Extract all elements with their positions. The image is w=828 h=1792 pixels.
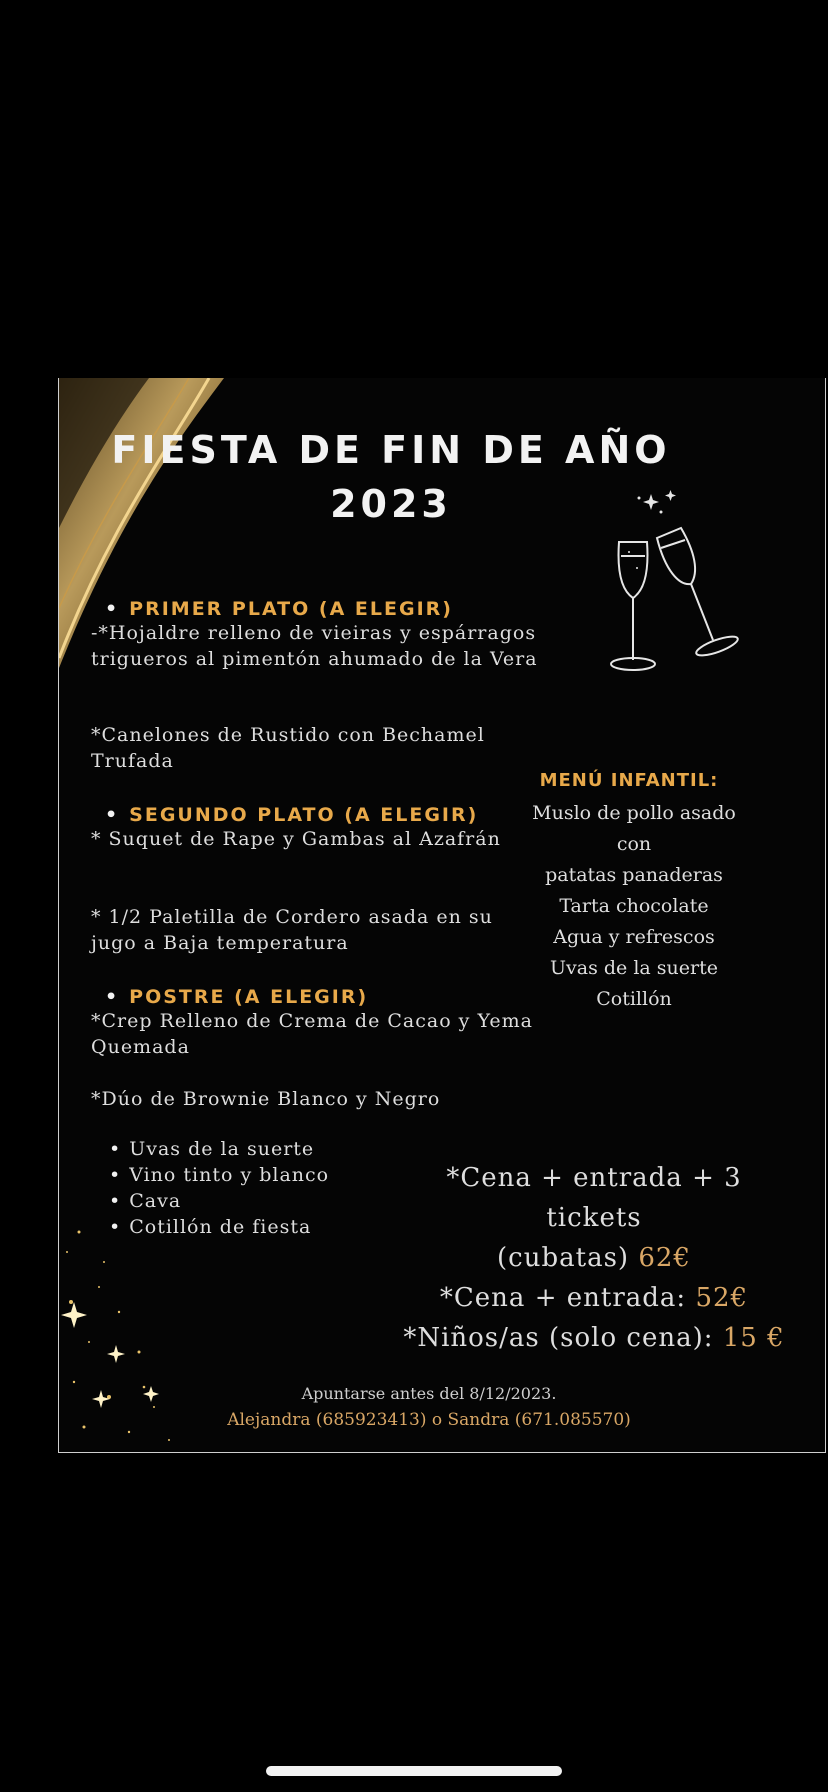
list-item: • Cotillón de fiesta [109, 1214, 329, 1240]
price-line: *Niños/as (solo cena): 15 € [403, 1323, 785, 1353]
price-line: *Cena + entrada + 3 tickets [446, 1163, 742, 1233]
list-item: Agua y refrescos [553, 926, 715, 948]
list-item: Cotillón [596, 988, 672, 1010]
list-item: Uvas de la suerte [550, 957, 718, 979]
price-list [399, 1158, 789, 1358]
home-indicator[interactable] [266, 1766, 562, 1776]
menu-item: -*Hojaldre relleno de vieiras y espárragos trigueros al pimentón ahumado de la Vera [91, 622, 538, 670]
price-line: *Cena + entrada: 52€ [439, 1283, 749, 1313]
poster-year: 2023 [330, 482, 452, 526]
list-item: • Cava [109, 1188, 329, 1214]
infantil-heading: MENÚ INFANTIL: [539, 770, 719, 791]
menu-item: * Suquet de Rape y Gambas al Azafrán [91, 828, 501, 850]
price-line: (cubatas) 62€ [497, 1243, 691, 1273]
champagne-glasses-icon [599, 490, 739, 700]
menu-item: *Dúo de Brownie Blanco y Negro [91, 1088, 441, 1110]
price-value: 52€ [695, 1283, 749, 1313]
menu-item: *Crep Relleno de Crema de Cacao y Yema Quemada [91, 1010, 533, 1058]
signup-deadline: Apuntarse antes del 8/12/2023. [301, 1384, 557, 1403]
section-heading-primer-plato: • PRIMER PLATO (A ELEGIR) [105, 598, 453, 620]
list-item: • Uvas de la suerte [109, 1136, 329, 1162]
list-item: Tarta chocolate [559, 895, 709, 917]
menu-item: * 1/2 Paletilla de Cordero asada en su jugo a Baja temperatura [91, 906, 493, 954]
menu-item: *Canelones de Rustido con Bechamel Trufada [91, 724, 485, 772]
list-item: • Vino tinto y blanco [109, 1162, 329, 1188]
price-value: 15 € [722, 1323, 785, 1353]
section-heading-segundo-plato: • SEGUNDO PLATO (A ELEGIR) [105, 804, 479, 826]
list-item: patatas panaderas [545, 864, 723, 886]
section-heading-postre: • POSTRE (A ELEGIR) [105, 986, 369, 1008]
infantil-menu [514, 798, 754, 1015]
contact-info: Alejandra (685923413) o Sandra (671.085570) [227, 1410, 631, 1430]
event-poster [58, 378, 826, 1453]
extras-list [109, 1136, 329, 1240]
price-value: 62€ [638, 1243, 691, 1273]
poster-title: FIESTA DE FIN DE AÑO [111, 428, 671, 472]
list-item: Muslo de pollo asado con [532, 802, 736, 855]
